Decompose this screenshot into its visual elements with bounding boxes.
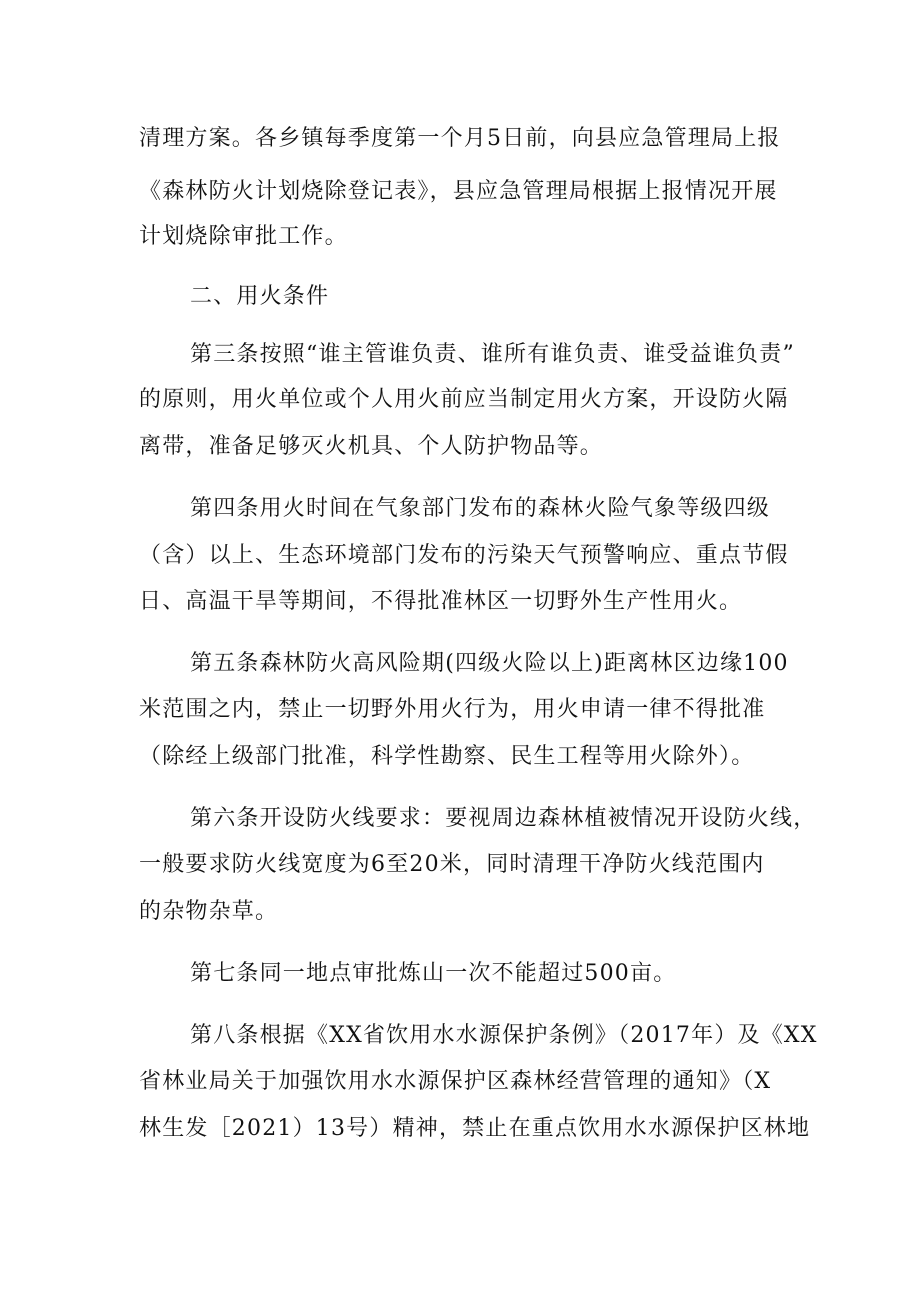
text-line: 第八条根据《XX省饮用水水源保护条例》（2017年）及《XX: [190, 1023, 818, 1048]
text-line: 第六条开设防火线要求：要视周边森林植被情况开设防火线，: [190, 806, 817, 831]
text-line: 第七条同一地点审批炼山一次不能超过500亩。: [190, 961, 677, 986]
text-line: 的原则，用火单位或个人用火前应当制定用火方案，开设防火隔: [139, 387, 789, 412]
text-line: 一般要求防火线宽度为6至20米，同时清理干净防火线范围内: [139, 852, 765, 877]
section-heading: 二、用火条件: [190, 284, 330, 309]
text-line: 省林业局关于加强饮用水水源保护区森林经营管理的通知》（X: [139, 1069, 772, 1094]
text-line: 日、高温干旱等期间，不得批准林区一切野外生产性用火。: [139, 589, 743, 614]
text-line: 第四条用火时间在气象部门发布的森林火险气象等级四级: [190, 496, 771, 521]
text-line: 的杂物杂草。: [139, 899, 279, 924]
text-line: 林生发［2021）13号）精神，禁止在重点饮用水水源保护区林地: [139, 1116, 811, 1141]
text-line: （含）以上、生态环境部门发布的污染天气预警响应、重点节假: [139, 543, 789, 568]
text-line: 第五条森林防火高风险期(四级火险以上)距离林区边缘100: [190, 651, 789, 676]
text-line: 《森林防火计划烧除登记表》，县应急管理局根据上报情况开展: [139, 179, 778, 204]
text-line: 计划烧除审批工作。: [139, 224, 348, 249]
text-line: 米范围之内，禁止一切野外用火行为，用火申请一律不得批准: [139, 697, 766, 722]
text-line: 离带，准备足够灭火机具、个人防护物品等。: [139, 434, 604, 459]
text-line: 清理方案。各乡镇每季度第一个月5日前，向县应急管理局上报: [139, 126, 781, 151]
text-line: 第三条按照“谁主管谁负责、谁所有谁负责、谁受益谁负责”: [190, 342, 795, 367]
text-line: （除经上级部门批准，科学性勘察、民生工程等用火除外）。: [139, 744, 755, 769]
